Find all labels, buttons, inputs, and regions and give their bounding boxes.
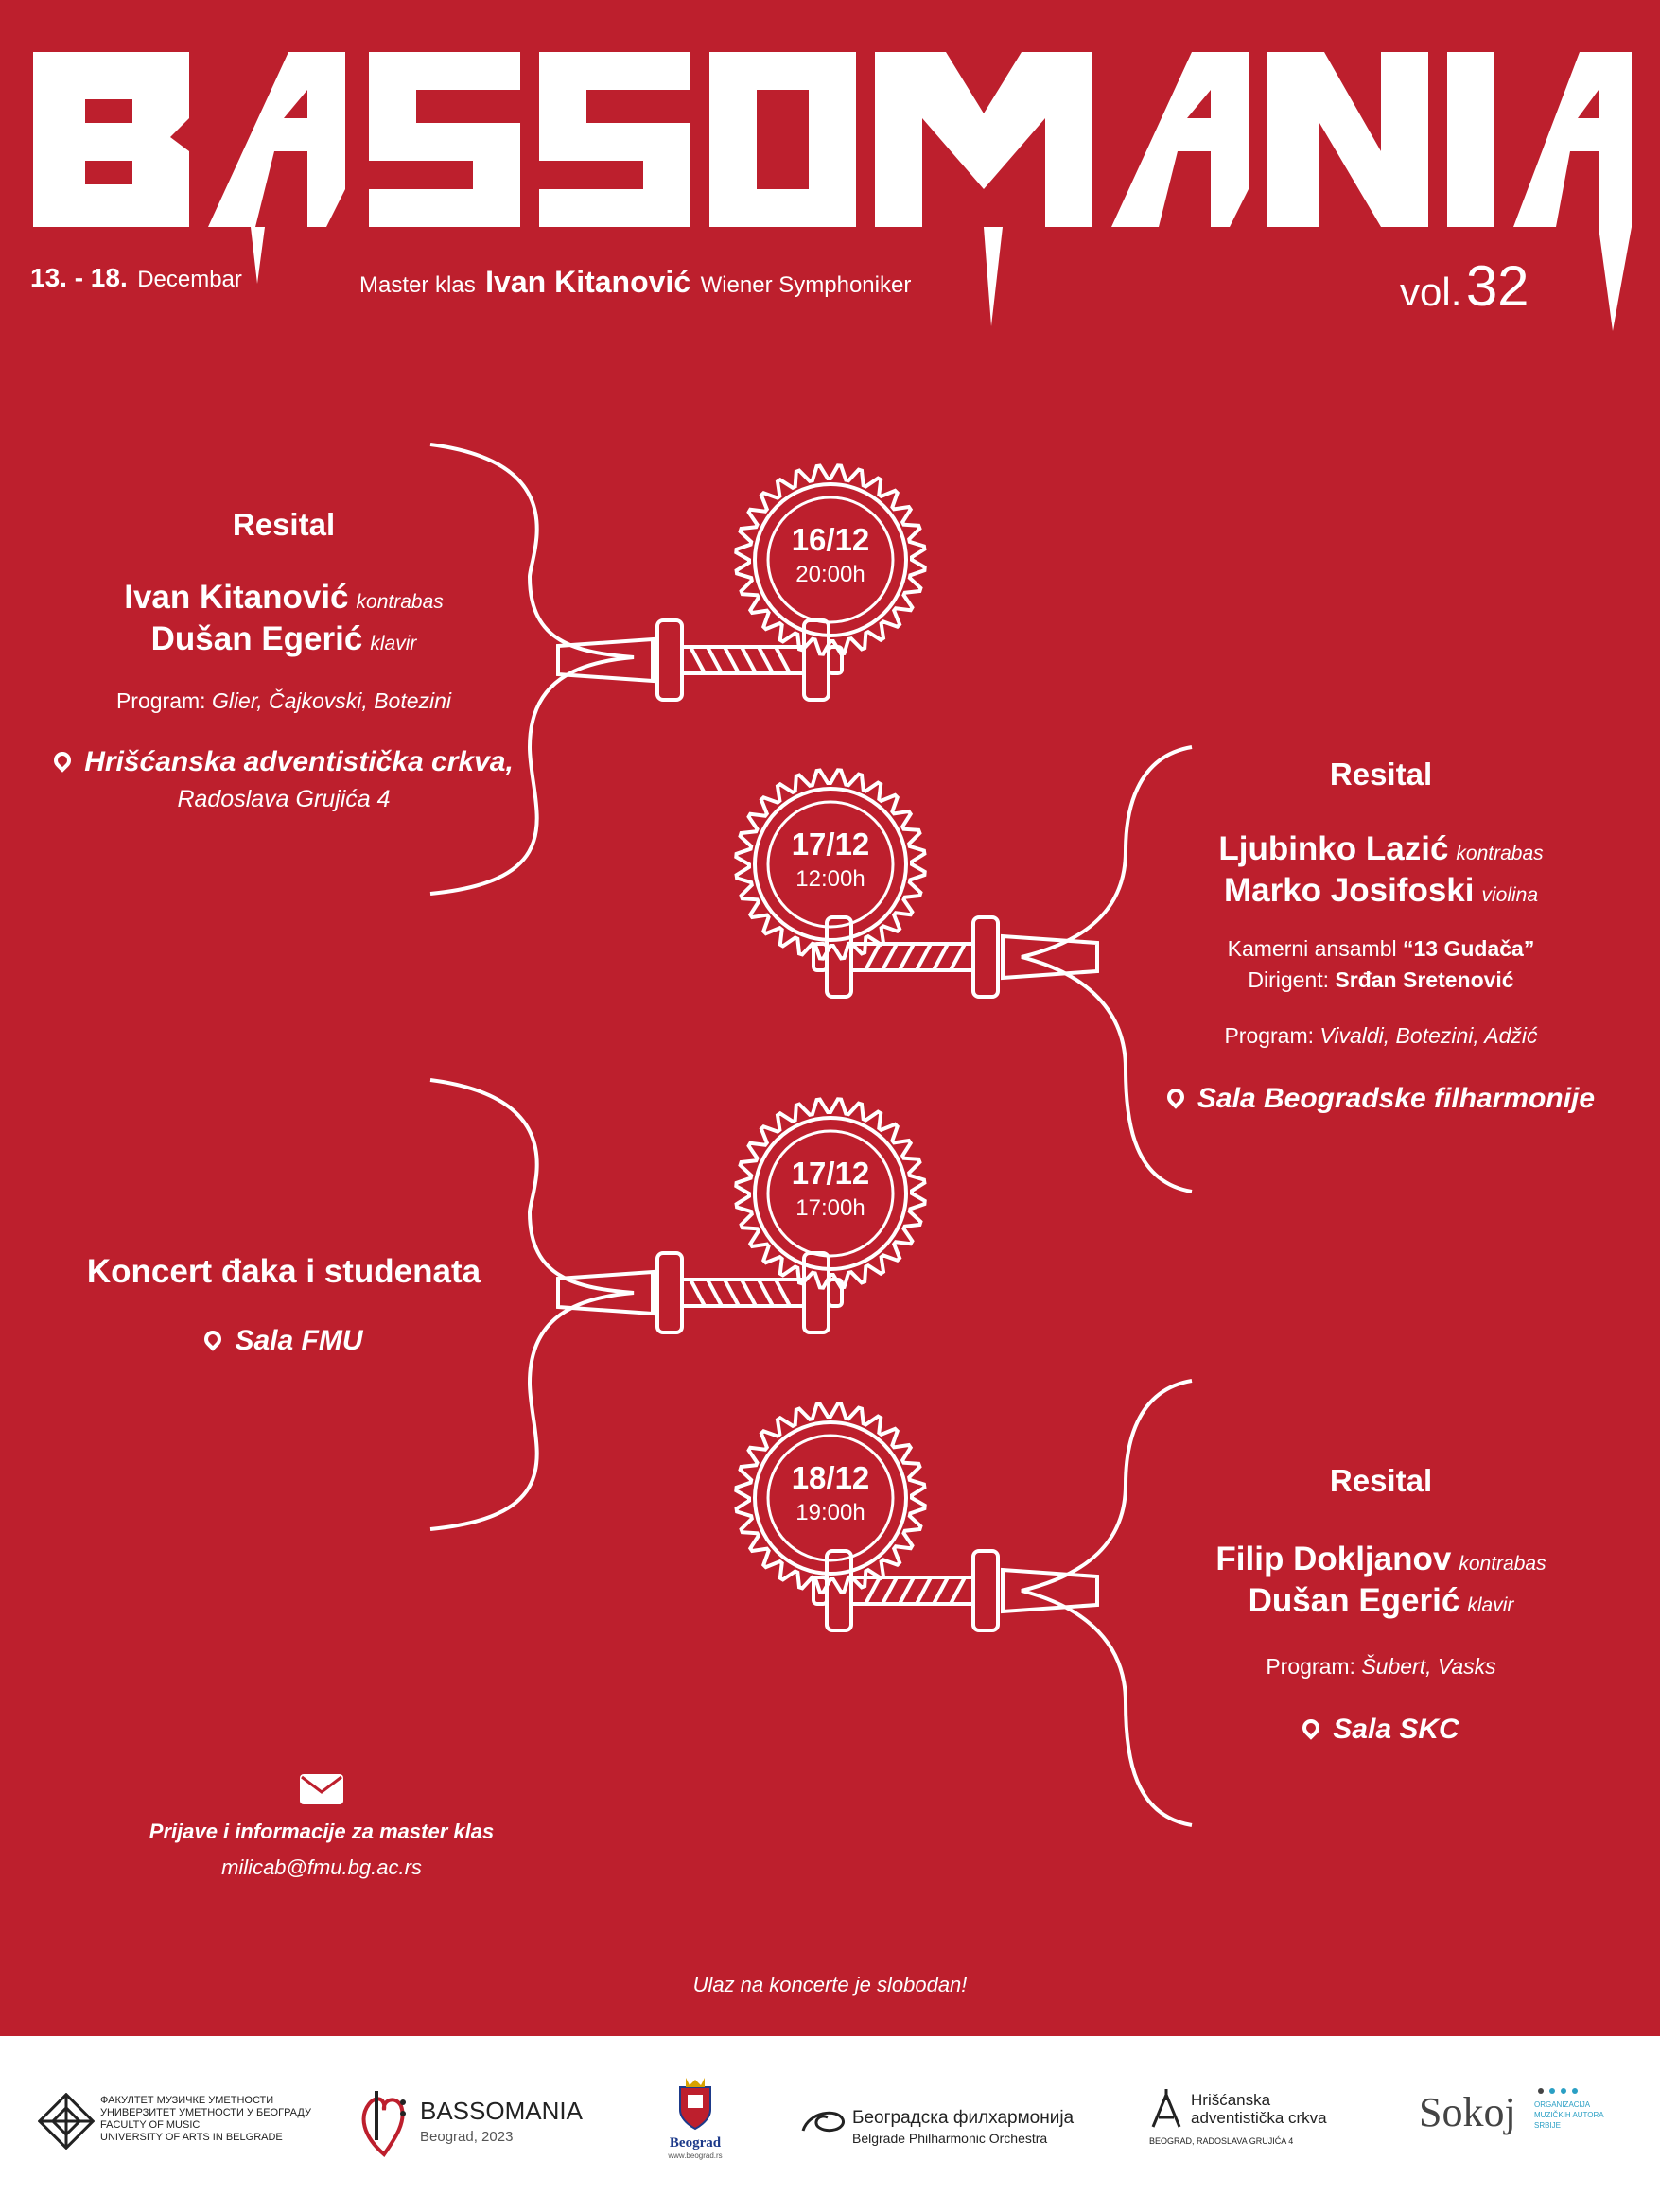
location-pin-icon — [1163, 1085, 1187, 1108]
event3-details — [28, 1253, 539, 1357]
event3-date: 17/12 — [791, 1156, 870, 1191]
event1-performer — [28, 620, 539, 658]
performer-instrument: kontrabas — [1459, 1553, 1546, 1575]
event4-date-badge — [764, 1460, 897, 1526]
beograd-label: Beograd — [669, 2135, 722, 2151]
program-label: Program: — [115, 688, 206, 713]
location-pin-icon — [1300, 1716, 1323, 1739]
bassomania-small-sub: Beograd, 2023 — [420, 2129, 514, 2145]
event2-performer — [1116, 830, 1646, 868]
event2-date-badge — [764, 827, 897, 893]
church-line3: BEOGRAD, RADOSLAVA GRUJIĆA 4 — [1149, 2136, 1294, 2146]
event4-performer — [1116, 1582, 1646, 1620]
filharmonija-cyr: Београдска филхармонија — [852, 2108, 1075, 2128]
fmu-line4: UNIVERSITY OF ARTS IN BELGRADE — [100, 2132, 283, 2143]
event1-venue-address: Radoslava Grujića 4 — [177, 786, 391, 812]
fmu-line2: УНИВЕРЗИТЕТ УМЕТНОСТИ У БЕОГРАДУ — [100, 2107, 311, 2118]
event1-program — [28, 688, 539, 714]
event1-heading: Resital — [232, 507, 336, 542]
venue-name: Sala SKC — [1333, 1714, 1459, 1745]
location-pin-icon — [201, 1327, 225, 1350]
event3-venue — [28, 1325, 539, 1357]
event2-time: 12:00h — [795, 866, 865, 892]
master-prefix: Master klas — [359, 272, 476, 298]
performer-name: Dušan Egerić — [150, 620, 363, 657]
event1-time: 20:00h — [795, 562, 865, 587]
event4-program — [1116, 1654, 1646, 1680]
performer-instrument: kontrabas — [356, 591, 444, 613]
contact-label: Prijave i informacije za master klas — [149, 1820, 495, 1843]
event4-performer — [1116, 1541, 1646, 1578]
vol-text: vol. — [1400, 270, 1462, 314]
performer-instrument: klavir — [370, 633, 417, 654]
ensemble-name: “13 Gudača” — [1403, 936, 1535, 961]
bassomania-small-name: BASSOMANIA — [420, 2097, 583, 2125]
event3-time: 17:00h — [795, 1195, 865, 1221]
event4-details — [1116, 1463, 1646, 1746]
fmu-line1: ФАКУЛТЕТ МУЗИЧКЕ УМЕТНОСТИ — [100, 2095, 274, 2106]
beograd-coat-of-arms-icon — [676, 2074, 714, 2131]
performer-name: Dušan Egerić — [1248, 1582, 1460, 1619]
ensemble-prefix: Kamerni ansambl — [1227, 936, 1397, 961]
event2-program — [1116, 1023, 1646, 1049]
performer-name: Ivan Kitanović — [124, 579, 349, 616]
performer-instrument: kontrabas — [1456, 843, 1544, 864]
program-label: Program: — [1224, 1023, 1315, 1048]
venue-name: Hrišćanska adventistička crkva, — [84, 746, 514, 777]
program-label: Program: — [1266, 1654, 1355, 1679]
performer-name: Ljubinko Lazić — [1218, 830, 1449, 867]
event2-details — [1116, 757, 1646, 1115]
sponsor-footer — [0, 2036, 1660, 2212]
master-suffix: Wiener Symphoniker — [700, 272, 912, 298]
master-name: Ivan Kitanović — [485, 265, 691, 299]
filharmonija-en: Belgrade Philharmonic Orchestra — [852, 2131, 1048, 2146]
event1-venue — [28, 746, 539, 778]
event1-date-badge — [764, 522, 897, 588]
program-list: Šubert, Vasks — [1361, 1654, 1496, 1679]
church-line1: Hrišćanska — [1191, 2091, 1271, 2109]
performer-name: Filip Dokljanov — [1215, 1541, 1452, 1577]
venue-name: Sala Beogradske filharmonije — [1197, 1083, 1596, 1114]
sokoj-line3: SRBIJE — [1534, 2121, 1562, 2130]
conductor-prefix: Dirigent: — [1248, 967, 1330, 992]
church-flame-icon — [1149, 2089, 1183, 2131]
sokoj-dots-icon — [1536, 2086, 1593, 2096]
dates-bold: 13. - 18. — [30, 263, 128, 292]
vol-number: 32 — [1465, 254, 1529, 318]
event2-conductor — [1116, 967, 1646, 993]
event2-performer — [1116, 872, 1646, 910]
fmu-line3: FACULTY OF MUSIC — [100, 2119, 201, 2131]
contact-email[interactable]: milicab@fmu.bg.ac.rs — [221, 1855, 422, 1879]
event2-heading: Resital — [1329, 757, 1433, 792]
bass-clef-heart-icon — [358, 2083, 411, 2159]
event2-ensemble — [1116, 936, 1646, 962]
location-pin-icon — [50, 748, 74, 772]
church-line2: adventistička crkva — [1191, 2109, 1327, 2127]
program-list: Glier, Čajkovski, Botezini — [211, 688, 452, 713]
event4-date: 18/12 — [791, 1460, 870, 1495]
sokoj-name: Sokoj — [1419, 2089, 1516, 2135]
event4-heading: Resital — [1329, 1463, 1433, 1498]
event2-date: 17/12 — [791, 827, 870, 862]
event3-heading: Koncert đaka i studenata — [86, 1253, 481, 1290]
conductor-name: Srđan Sretenović — [1335, 967, 1514, 992]
sokoj-line2: MUZIČKIH AUTORA — [1534, 2111, 1604, 2119]
event1-details — [28, 507, 539, 813]
sokoj-line1: ORGANIZACIJA — [1534, 2100, 1591, 2109]
venue-name: Sala FMU — [235, 1325, 363, 1356]
beograd-logo — [662, 2074, 728, 2160]
beograd-url: www.beograd.rs — [668, 2151, 723, 2160]
performer-instrument: violina — [1481, 884, 1539, 906]
free-entry-note: Ulaz na koncerte je slobodan! — [692, 1973, 968, 1996]
fmu-emblem-icon — [38, 2093, 95, 2150]
event3-date-badge — [764, 1156, 897, 1222]
event4-venue — [1116, 1714, 1646, 1746]
contact-block — [123, 1773, 520, 1880]
event2-venue — [1116, 1083, 1646, 1115]
philharmonic-swirl-icon — [799, 2102, 847, 2140]
performer-name: Marko Josifoski — [1223, 872, 1475, 909]
envelope-icon — [299, 1773, 344, 1805]
event1-date: 16/12 — [791, 522, 870, 557]
performer-instrument: klavir — [1467, 1594, 1514, 1616]
dates-month: Decembar — [137, 267, 242, 292]
program-list: Vivaldi, Botezini, Adžić — [1319, 1023, 1538, 1048]
event4-time: 19:00h — [795, 1500, 865, 1525]
event1-performer — [28, 579, 539, 617]
